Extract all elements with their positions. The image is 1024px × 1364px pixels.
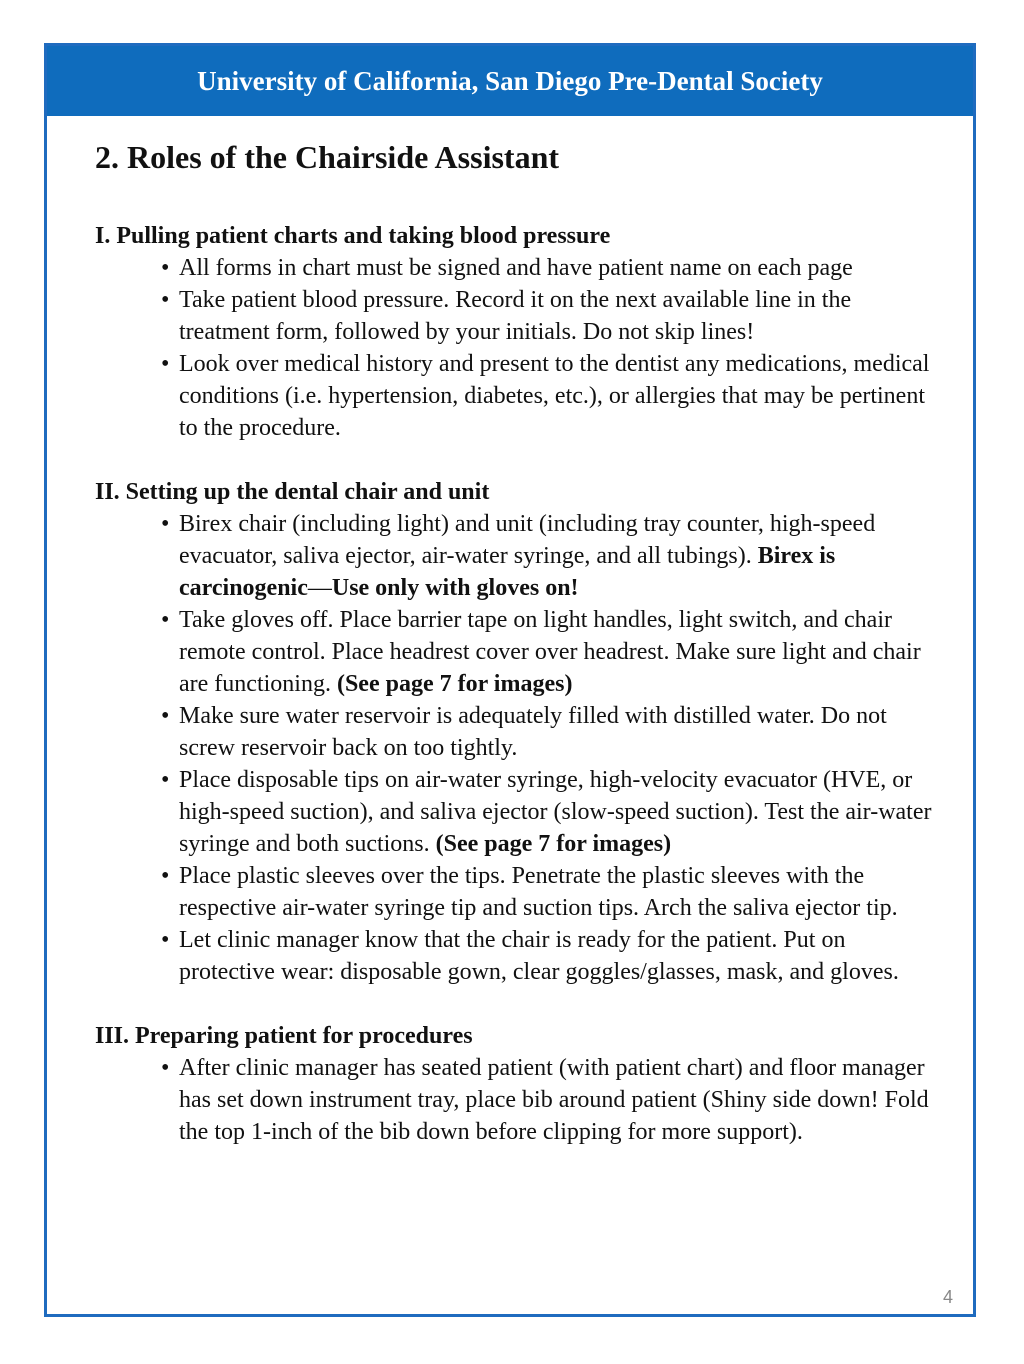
bullet-text: Make sure water reservoir is adequately filled with distilled water. Do not screw reservoir back on too tightly. bbox=[179, 703, 887, 761]
bullet-icon: • bbox=[161, 255, 170, 281]
list-item bbox=[161, 604, 935, 700]
bullet-list bbox=[95, 508, 935, 988]
em-dash: — bbox=[307, 575, 332, 601]
page-reference: (See page 7 for images) bbox=[435, 831, 672, 857]
bullet-text: Look over medical history and present to the dentist any medications, medical conditions (i.e. hypertension, diabetes, etc.), or allergies that may be pertinent to the procedure. bbox=[179, 351, 930, 441]
warning-text: Birex is carcinogenic bbox=[179, 543, 836, 601]
bullet-icon: • bbox=[161, 287, 170, 313]
bullet-icon: • bbox=[161, 927, 170, 953]
list-item bbox=[161, 508, 935, 604]
bullet-text: Let clinic manager know that the chair is ready for the patient. Put on protective wear: disposable gown, clear goggles/glasses, mask, and gloves. bbox=[179, 927, 899, 985]
bullet-list bbox=[95, 1052, 935, 1148]
bullet-icon: • bbox=[161, 703, 170, 729]
list-item bbox=[161, 284, 935, 348]
bullet-text: After clinic manager has seated patient (with patient chart) and floor manager has set down instrument tray, place bib around patient (Shiny side down! Fold the top 1-inch of the bib down before clipping for more support). bbox=[179, 1055, 929, 1145]
page-title: 2. Roles of the Chairside Assistant bbox=[95, 139, 560, 175]
bullet-text: Birex chair (including light) and unit (including tray counter, high-speed evacuator, saliva ejector, air-water syringe, and all tubings). bbox=[179, 511, 876, 569]
section-heading: III. Preparing patient for procedures bbox=[95, 1023, 473, 1049]
page-number: 4 bbox=[942, 1287, 953, 1307]
bullet-icon: • bbox=[161, 607, 170, 633]
bullet-list bbox=[95, 252, 935, 444]
section-1 bbox=[95, 220, 935, 444]
bullet-text: Take patient blood pressure. Record it on the next available line in the treatment form, followed by your initials. Do not skip lines! bbox=[179, 287, 852, 345]
bullet-text: All forms in chart must be signed and have patient name on each page bbox=[179, 255, 853, 281]
section-heading: II. Setting up the dental chair and unit bbox=[95, 479, 490, 505]
list-item bbox=[161, 764, 935, 860]
list-item bbox=[161, 1052, 935, 1148]
list-item bbox=[161, 860, 935, 924]
bullet-text: Place disposable tips on air-water syringe, high-velocity evacuator (HVE, or high-speed suction), and saliva ejector (slow-speed suction). Test the air-water syringe and both suctions. bbox=[179, 767, 932, 857]
bullet-text: Place plastic sleeves over the tips. Penetrate the plastic sleeves with the respective air-water syringe tip and suction tips. Arch the saliva ejector tip. bbox=[179, 863, 898, 921]
bullet-icon: • bbox=[161, 767, 170, 793]
section-2 bbox=[95, 476, 935, 988]
section-3 bbox=[95, 1020, 935, 1148]
header-banner bbox=[47, 46, 973, 116]
warning-text: Use only with gloves on! bbox=[331, 575, 579, 601]
page-frame bbox=[44, 43, 976, 1317]
bullet-icon: • bbox=[161, 863, 170, 889]
list-item bbox=[161, 252, 935, 284]
bullet-text: Take gloves off. Place barrier tape on light handles, light switch, and chair remote control. Place headrest cover over headrest. Make sure light and chair are functioning. bbox=[179, 607, 921, 697]
main-content bbox=[95, 138, 935, 1180]
list-item bbox=[161, 348, 935, 444]
section-heading: I. Pulling patient charts and taking blood pressure bbox=[95, 223, 611, 249]
list-item bbox=[161, 924, 935, 988]
page-reference: (See page 7 for images) bbox=[336, 671, 573, 697]
bullet-icon: • bbox=[161, 511, 170, 537]
bullet-icon: • bbox=[161, 1055, 170, 1081]
list-item bbox=[161, 700, 935, 764]
header-title: University of California, San Diego Pre-Dental Society bbox=[197, 65, 823, 96]
bullet-icon: • bbox=[161, 351, 170, 377]
